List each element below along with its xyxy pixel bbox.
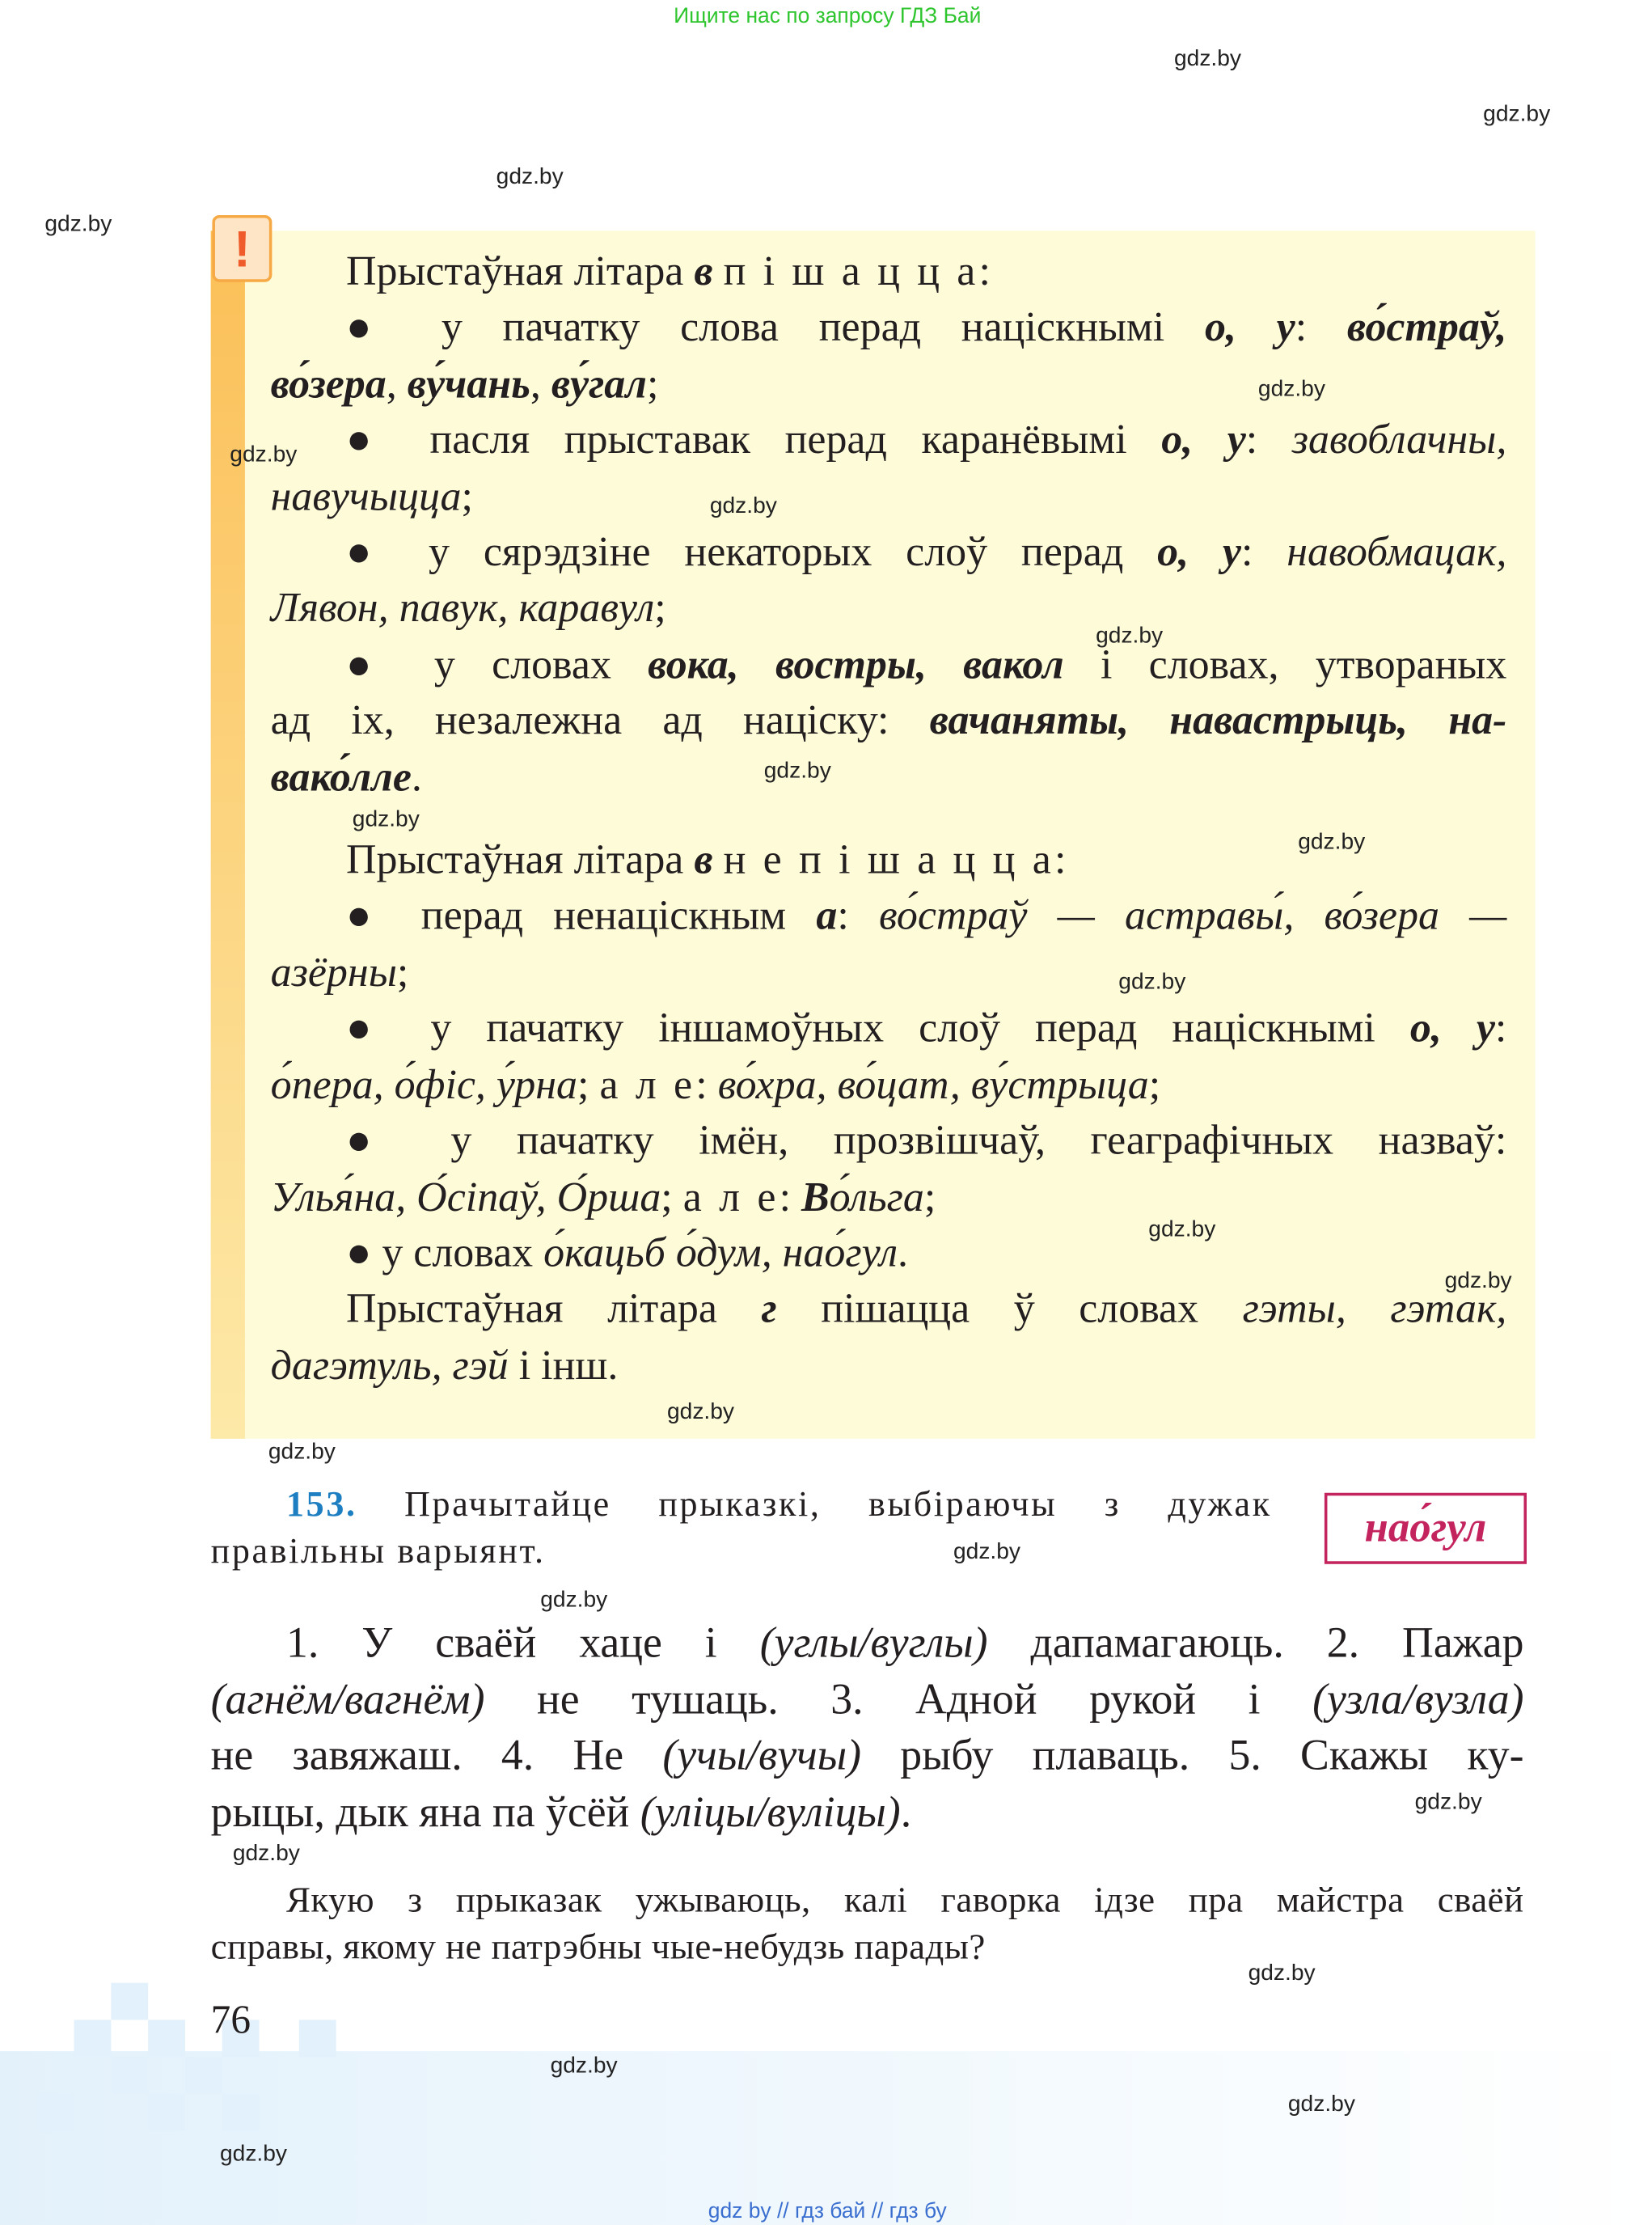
watermark: gdz.by	[230, 442, 298, 467]
text-line	[211, 1615, 1524, 1672]
text-run: :	[1494, 1005, 1507, 1052]
text-run: ● у пачатку імён, прозвішчаў, геаграфічных назваў:	[345, 1118, 1507, 1165]
text-run: ,	[530, 362, 551, 408]
emphasized-text: о, у	[1409, 1005, 1495, 1052]
decorative-square	[148, 2020, 185, 2057]
text-run: Прыстаўная літара	[345, 837, 695, 884]
emphasized-text: о́кацьб о́дум, нао́гул	[543, 1230, 898, 1276]
watermark: gdz.by	[1287, 2092, 1355, 2117]
text-line	[271, 245, 1507, 301]
text-line	[271, 1339, 1507, 1394]
text-run: ● у пачатку слова перад націскнымі	[345, 305, 1205, 351]
watermark: gdz.by	[1414, 1790, 1482, 1815]
decorative-square	[148, 2094, 185, 2131]
text-run: і інш.	[508, 1343, 619, 1389]
text-line	[271, 694, 1507, 750]
watermark: gdz.by	[352, 807, 420, 832]
text-line	[211, 1876, 1524, 1923]
watermark: gdz.by	[1148, 1217, 1216, 1242]
text-run: Якую з прыказак ужываюць, калі гаворка ідзе пра майстра сваёй	[286, 1879, 1524, 1921]
watermark: gdz.by	[1118, 970, 1186, 995]
text-run: :	[779, 1174, 802, 1220]
emphasized-text: завоблачны,	[1291, 417, 1507, 463]
decorative-square	[74, 2020, 112, 2057]
text-line	[271, 1002, 1507, 1058]
rule-box-stripe	[211, 231, 245, 1438]
text-run: Прыстаўная літара	[345, 249, 695, 295]
decorative-square	[222, 2094, 260, 2131]
emphasized-text: азёрны	[270, 950, 397, 996]
decorative-square	[299, 2020, 336, 2057]
emphasized-text: о́пера, о́фіс, у́рна	[270, 1062, 578, 1108]
text-line	[271, 1114, 1507, 1170]
text-line	[211, 1728, 1524, 1785]
text-run: Прыстаўная літара	[345, 1286, 762, 1333]
text-run: :	[1295, 305, 1347, 351]
text-line	[271, 470, 1507, 526]
emphasized-text: ву́гал	[551, 362, 647, 408]
emphasized-text: навучыцца	[270, 473, 462, 520]
text-run: ;	[461, 473, 473, 520]
footer-links[interactable]: gdz by // гдз бай // гдз бу	[708, 2199, 947, 2224]
watermark: gdz.by	[763, 759, 831, 784]
watermark: gdz.by	[1257, 377, 1325, 402]
emphasized-text: вачаняты, навастрыць, на-	[929, 698, 1507, 744]
text-run: не тушаць. 3. Адной рукой і	[484, 1674, 1313, 1724]
text-run: :	[1245, 417, 1292, 463]
watermark: gdz.by	[268, 1440, 336, 1465]
emphasized-text: вока, востры, вакол	[648, 642, 1064, 688]
proverbs-text	[211, 1615, 1524, 1841]
text-line	[271, 526, 1507, 582]
text-line	[271, 301, 1507, 357]
emphasized-text: о, у	[1204, 305, 1295, 351]
text-line	[271, 751, 1507, 806]
watermark: gdz.by	[232, 1842, 300, 1867]
exercise-question	[211, 1876, 1524, 1970]
decorative-square	[37, 2094, 74, 2131]
text-run: ;	[577, 1062, 600, 1108]
emphasized-text: п і ш а ц ц а	[723, 249, 979, 295]
emphasized-text: (уліцы/вуліцы)	[640, 1787, 901, 1836]
emphasized-text: Улья́на, О́сіпаў, О́рша	[270, 1174, 661, 1220]
exercise-instruction	[211, 1482, 1272, 1576]
text-run	[713, 249, 724, 294]
text-run: дапамагаюць. 2. Пажар	[987, 1618, 1524, 1667]
emphasized-text: во́страў — астравы́, во́зера —	[879, 894, 1507, 940]
text-run: .	[900, 1787, 912, 1836]
emphasized-text: а	[816, 894, 838, 940]
watermark: gdz.by	[1096, 624, 1164, 649]
decorative-square	[185, 2057, 222, 2094]
watermark: gdz.by	[219, 2142, 288, 2167]
exercise-text: Прачытайце прыказкі, выбіраючы з дужак	[357, 1485, 1272, 1525]
watermark: gdz.by	[953, 1539, 1021, 1564]
text-run: ;	[646, 362, 659, 408]
watermark: gdz.by	[709, 494, 777, 519]
text-run: ● пасля прыставак перад каранёвымі	[345, 417, 1162, 463]
decorative-square	[111, 1983, 148, 2020]
text-line	[271, 1283, 1507, 1339]
text-run: ● перад ненацiскным	[345, 894, 817, 940]
text-run: ● у сярэдзіне некаторых слоў перад	[345, 530, 1158, 576]
text-run: і словах, утвораных	[1063, 642, 1507, 688]
watermark: gdz.by	[1483, 102, 1551, 127]
emphasized-text: (узла/вузла)	[1312, 1674, 1524, 1724]
emphasized-text: во́страў,	[1346, 305, 1507, 351]
exclamation-icon: !	[212, 215, 272, 282]
emphasized-text: г	[761, 1286, 777, 1333]
emphasized-text: Лявон, павук, каравул	[270, 586, 655, 632]
text-run: ● у словах	[345, 1230, 544, 1276]
top-search-note[interactable]: Ищите нас по запросу ГДЗ Бай	[674, 4, 982, 29]
text-run: пішацца ў словах	[776, 1286, 1243, 1333]
emphasized-text: о́льга	[829, 1174, 924, 1220]
emphasized-text: (учы/вучы)	[662, 1731, 862, 1780]
exercise-line	[211, 1529, 1272, 1576]
text-line	[271, 1226, 1507, 1282]
watermark: gdz.by	[44, 212, 112, 237]
watermark: gdz.by	[1298, 830, 1366, 855]
emphasized-text: ву́чань	[407, 362, 530, 408]
watermark: gdz.by	[1444, 1269, 1512, 1294]
text-run: ;	[654, 586, 666, 632]
watermark: gdz.by	[1173, 47, 1242, 72]
text-run: .	[411, 754, 422, 801]
text-run: ;	[1148, 1062, 1161, 1108]
emphasized-text: во́хра, во́цат, ву́стрыца	[717, 1062, 1149, 1108]
text-run: ;	[661, 1174, 683, 1220]
emphasized-text: вако́лле	[270, 754, 412, 801]
emphasized-text: во́зера	[270, 362, 387, 408]
emphasized-text: (углы/вуглы)	[759, 1618, 988, 1667]
emphasized-text: в	[694, 837, 713, 884]
text-line	[271, 413, 1507, 469]
decorative-square	[111, 2057, 148, 2094]
text-line	[271, 890, 1507, 945]
text-run: рыцы, дык яна па ўсёй	[210, 1787, 640, 1836]
text-run: ● у словах	[345, 642, 649, 688]
text-run: :	[837, 894, 880, 940]
page-number: 76	[210, 1998, 251, 2043]
text-run: ад іх, незалежна ад націску:	[270, 698, 930, 744]
text-line	[211, 1923, 1524, 1970]
watermark: gdz.by	[550, 2054, 618, 2079]
text-run: ;	[923, 1174, 936, 1220]
text-run	[713, 838, 724, 883]
watermark: gdz.by	[1248, 1961, 1316, 1986]
vocabulary-word-box: нао́гул	[1325, 1493, 1527, 1564]
text-run: :	[978, 249, 991, 295]
text-run: справы, якому не патрэбны чые-небудзь парады?	[210, 1926, 986, 1968]
text-line	[271, 1058, 1507, 1114]
emphasized-text: (агнём/вагнём)	[210, 1674, 485, 1724]
text-run: не завяжаш. 4. Не	[210, 1731, 663, 1780]
text-line	[271, 582, 1507, 637]
emphasized-text: а л е	[599, 1062, 696, 1108]
emphasized-text: в	[694, 249, 713, 295]
emphasized-text: о, у	[1161, 417, 1246, 463]
watermark: gdz.by	[666, 1400, 735, 1425]
emphasized-text: дагэтуль, гэй	[270, 1343, 509, 1389]
exercise-line	[211, 1482, 1272, 1529]
text-line	[271, 945, 1507, 1001]
text-run: :	[1054, 837, 1067, 884]
text-run: рыбу плаваць. 5. Скажы ку-	[861, 1731, 1524, 1780]
text-run: :	[695, 1062, 718, 1108]
emphasized-text: о, у	[1157, 530, 1241, 576]
exercise-text: правільны варыянт.	[210, 1533, 546, 1571]
emphasized-text: н е п і ш а ц ц а	[723, 837, 1055, 884]
text-line	[211, 1672, 1524, 1728]
text-run: 1. У сваёй хаце і	[286, 1618, 760, 1667]
exercise-number: 153.	[286, 1485, 357, 1525]
text-run: :	[1240, 530, 1287, 576]
emphasized-text: навобмацак,	[1287, 530, 1507, 576]
emphasized-text: а л е	[682, 1174, 780, 1220]
rule-text	[271, 245, 1507, 1395]
text-run: ;	[396, 950, 409, 996]
text-line	[271, 638, 1507, 694]
emphasized-text: В	[801, 1174, 830, 1220]
text-run: .	[897, 1230, 908, 1276]
text-line	[271, 1170, 1507, 1226]
watermark: gdz.by	[540, 1588, 608, 1613]
watermark: gdz.by	[496, 165, 564, 190]
text-run: ● у пачатку іншамоўных слоў перад націскнымі	[345, 1005, 1410, 1052]
emphasized-text: гэты, гэтак,	[1242, 1286, 1507, 1333]
text-run: ,	[386, 362, 408, 408]
text-line	[211, 1784, 1524, 1841]
